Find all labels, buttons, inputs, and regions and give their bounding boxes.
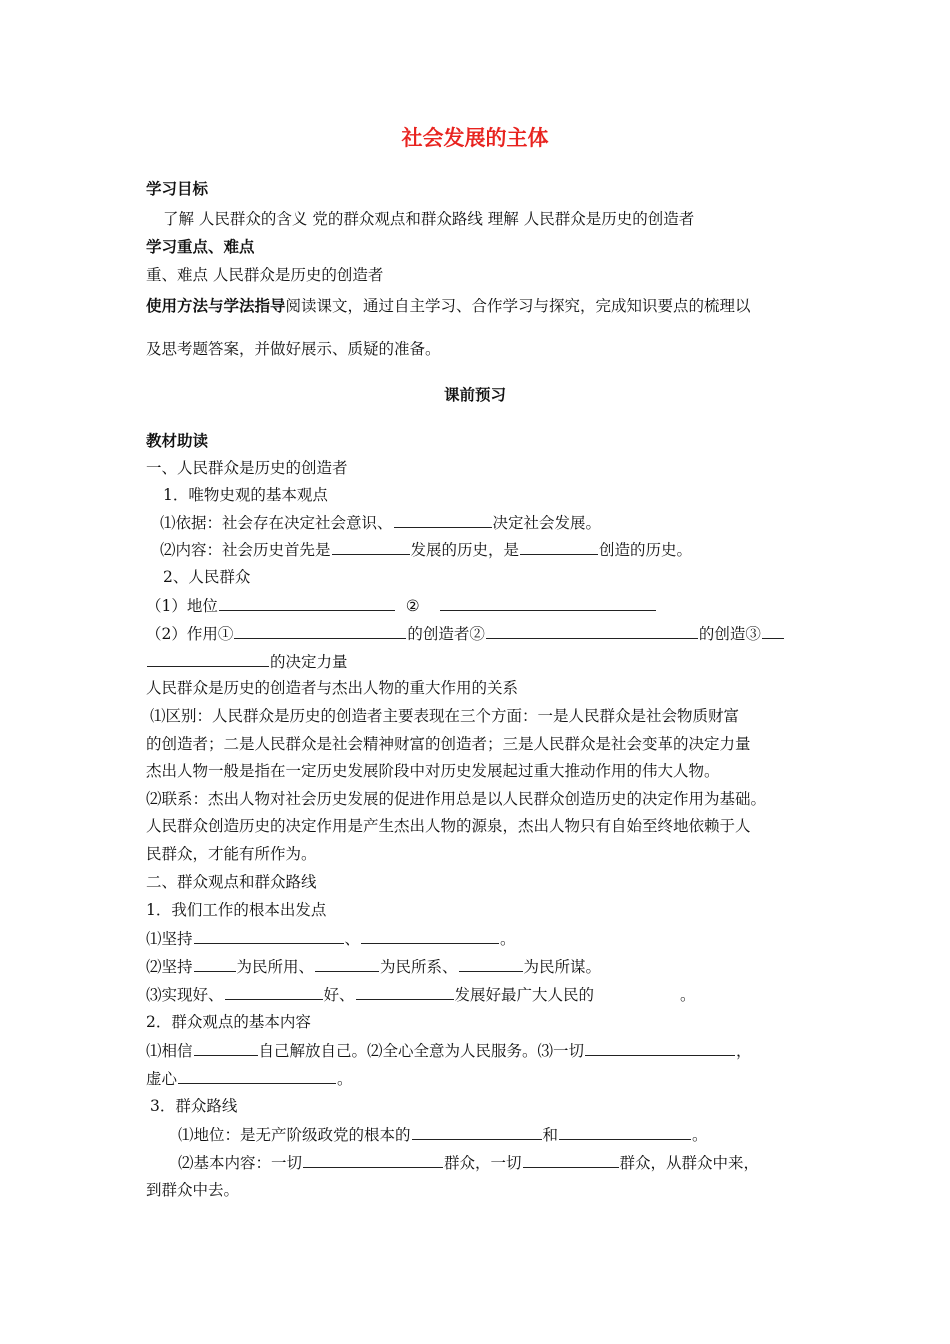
method-line-1	[146, 295, 950, 317]
relation-link-line-2: 人民群众创造历史的决定作用是产生杰出人物的源泉，杰出人物只有自始至终地依赖于人	[146, 817, 751, 835]
section-2-heading: 二、群众观点和群众路线	[146, 873, 317, 891]
blank-basic-2[interactable]	[523, 1151, 619, 1168]
content-suffix: 创造的历史。	[599, 541, 693, 559]
blank-status-2[interactable]	[440, 594, 656, 611]
role-suffix: 的决定力量	[270, 653, 348, 671]
adhere-label-1: ⑴坚持	[146, 930, 193, 948]
basic-mid-2: 群众，从群众中来，	[619, 1154, 760, 1172]
method-heading: 使用方法与学法指导	[146, 297, 286, 315]
page-title: 社会发展的主体	[401, 126, 549, 150]
basic-content-label: ⑵基本内容：一切	[178, 1154, 303, 1172]
goals-text: 了解 人民群众的含义 党的群众观点和群众路线 理解 人民群众是历史的创造者	[163, 210, 695, 228]
role-mid-2: 的创造③	[698, 625, 761, 643]
section-1-1-heading: 1．唯物史观的基本观点	[163, 486, 328, 504]
belief-mid: 自己解放自己。⑵全心全意为人民服务。⑶一切	[258, 1042, 585, 1060]
blank-feeling[interactable]	[315, 955, 379, 972]
focus-heading: 学习重点、难点	[146, 238, 255, 256]
status-label: （1）地位	[146, 597, 218, 615]
realize-label: ⑶实现好、	[146, 986, 224, 1004]
content-mid: 发展的历史，是	[410, 541, 520, 559]
blank-adhere-1[interactable]	[194, 927, 344, 944]
role-label: （2）作用①	[146, 625, 234, 643]
adhere-label-2: ⑵坚持	[146, 958, 193, 976]
focus-text: 重、难点 人民群众是历史的创造者	[146, 266, 384, 284]
status-circle-2: ②	[405, 597, 420, 615]
blank-role-2[interactable]	[486, 622, 698, 639]
method-line-2: 及思考题答案，并做好展示、质疑的准备。	[146, 340, 441, 358]
blank-position-2[interactable]	[559, 1123, 691, 1140]
basis-label: ⑴依据：社会存在决定社会意识、	[160, 514, 393, 532]
blank-power[interactable]	[194, 955, 236, 972]
belief-end: ，	[736, 1042, 752, 1060]
blank-benefit[interactable]	[459, 955, 523, 972]
textbook-heading: 教材助读	[146, 432, 209, 450]
preview-heading: 课前预习	[443, 386, 506, 404]
belief-label: ⑴相信	[146, 1042, 193, 1060]
realize-mid-1: 好、	[323, 986, 355, 1004]
content-label: ⑵内容：社会历史首先是	[160, 541, 331, 559]
realize-end: 。	[680, 986, 696, 1004]
benefit-text: 为民所谋。	[523, 958, 602, 976]
blank-content-1[interactable]	[332, 538, 410, 555]
position-end: 。	[692, 1126, 708, 1144]
section-1-2-heading: 2、人民群众	[163, 568, 251, 586]
blank-belief[interactable]	[194, 1039, 258, 1056]
blank-content-2[interactable]	[520, 538, 598, 555]
line-adhere-1	[146, 927, 950, 950]
relation-heading: 人民群众是历史的创造者与杰出人物的重大作用的关系	[146, 679, 519, 697]
blank-realize-2[interactable]	[356, 983, 454, 1000]
power-text: 为民所用、	[236, 958, 315, 976]
line-basic-content-cont: 到群众中去。	[146, 1181, 240, 1199]
blank-role-3a[interactable]	[762, 622, 784, 639]
basis-suffix: 决定社会发展。	[492, 514, 602, 532]
realize-mid-2: 发展好最广大人民的	[454, 986, 595, 1004]
blank-basic-1[interactable]	[303, 1151, 443, 1168]
blank-adhere-2[interactable]	[361, 927, 499, 944]
position-label: ⑴地位：是无产阶级政党的根本的	[178, 1126, 411, 1144]
section-1-heading: 一、人民群众是历史的创造者	[146, 459, 348, 477]
blank-basis[interactable]	[394, 511, 492, 528]
line-basic-content	[178, 1151, 950, 1174]
line-status	[146, 594, 950, 617]
section-2-1-heading: 1．我们工作的根本出发点	[146, 901, 327, 919]
modest-end: 。	[337, 1070, 353, 1088]
section-2-3-heading: 3．群众路线	[150, 1097, 238, 1115]
relation-link-line-1: ⑵联系：杰出人物对社会历史发展的促进作用总是以人民群众创造历史的决定作用为基础。	[146, 790, 767, 808]
line-belief	[146, 1039, 950, 1062]
line-modest	[146, 1067, 950, 1090]
relation-difference-line-2: 的创造者；二是人民群众是社会精神财富的创造者；三是人民群众是社会变革的决定力量	[146, 735, 751, 753]
adhere-sep: 、	[344, 930, 361, 948]
role-mid-1: 的创造者②	[407, 625, 485, 643]
relation-difference-line-3: 杰出人物一般是指在一定历史发展阶段中对历史发展起过重大推动作用的伟大人物。	[146, 762, 720, 780]
relation-link-line-3: 民群众，才能有所作为。	[146, 845, 317, 863]
blank-status-1[interactable]	[219, 594, 395, 611]
blank-role-1[interactable]	[234, 622, 406, 639]
modest-label: 虚心	[146, 1070, 178, 1088]
section-2-2-heading: 2．群众观点的基本内容	[146, 1013, 311, 1031]
blank-realize-1[interactable]	[225, 983, 323, 1000]
adhere-end: 。	[500, 930, 516, 948]
blank-modest[interactable]	[178, 1067, 336, 1084]
blank-everything[interactable]	[585, 1039, 735, 1056]
line-adhere-2	[146, 955, 950, 978]
line-basis	[160, 511, 950, 534]
basic-mid-1: 群众，一切	[444, 1154, 522, 1172]
line-content	[160, 538, 950, 561]
line-position	[178, 1123, 950, 1146]
goals-heading: 学习目标	[146, 180, 209, 198]
line-realize	[146, 983, 950, 1006]
relation-difference-line-1: ⑴区别：人民群众是历史的创造者主要表现在三个方面：一是人民群众是社会物质财富	[150, 707, 740, 725]
blank-position-1[interactable]	[412, 1123, 542, 1140]
position-and: 和	[542, 1126, 559, 1144]
method-text: 阅读课文，通过自主学习、合作学习与探究，完成知识要点的梳理以	[285, 297, 751, 315]
feeling-text: 为民所系、	[380, 958, 458, 976]
line-role-cont	[146, 650, 950, 673]
blank-role-3b[interactable]	[147, 650, 269, 667]
line-role	[146, 622, 950, 645]
